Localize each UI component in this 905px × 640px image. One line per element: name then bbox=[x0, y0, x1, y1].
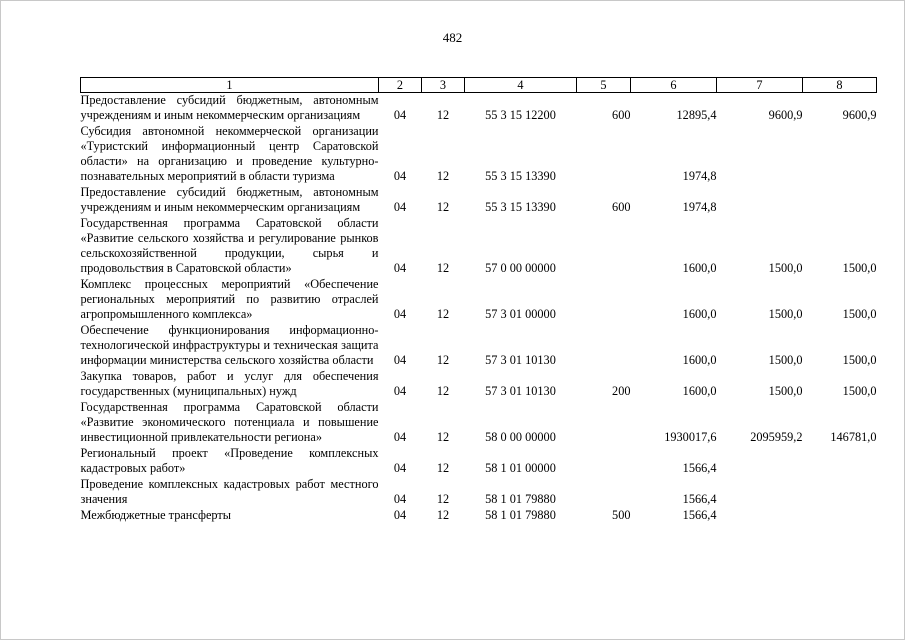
page-number: 482 bbox=[442, 30, 463, 45]
cell-amount-2 bbox=[717, 477, 803, 508]
cell-amount-2 bbox=[717, 446, 803, 477]
column-header: 2 bbox=[379, 78, 422, 93]
cell-subsection: 12 bbox=[436, 492, 450, 506]
cell-section: 04 bbox=[393, 108, 407, 122]
cell-expense-type bbox=[577, 477, 631, 508]
cell-target-code: 58 1 01 79880 bbox=[485, 492, 556, 506]
cell-amount-1: 1930017,6 bbox=[664, 430, 717, 444]
table-row bbox=[81, 477, 877, 508]
table-row bbox=[81, 277, 877, 323]
row-name: Государственная программа Саратовской области «Развитие сельского хозяйства и регулирование рынков сельскохозяйственной продукции, сырья и продовольствия в Саратовской области» bbox=[80, 216, 379, 275]
cell-expense-type bbox=[577, 277, 631, 323]
cell-subsection: 12 bbox=[436, 108, 450, 122]
cell-amount-3 bbox=[803, 477, 877, 508]
row-name: Государственная программа Саратовской области «Развитие экономического потенциала и повышение инвестиционной привлекательности региона» bbox=[80, 400, 379, 444]
cell-expense-type: 500 bbox=[612, 508, 631, 522]
cell-amount-3: 1500,0 bbox=[842, 261, 877, 275]
cell-section: 04 bbox=[393, 200, 407, 214]
cell-section: 04 bbox=[393, 384, 407, 398]
cell-expense-type bbox=[577, 124, 631, 185]
cell-amount-1: 1566,4 bbox=[682, 461, 717, 475]
row-name: Региональный проект «Проведение комплексных кадастровых работ» bbox=[80, 446, 379, 475]
cell-amount-1: 1600,0 bbox=[682, 307, 717, 321]
cell-amount-1: 1600,0 bbox=[682, 384, 717, 398]
row-name: Межбюджетные трансферты bbox=[80, 508, 232, 522]
column-header: 8 bbox=[803, 78, 877, 93]
cell-amount-3 bbox=[803, 446, 877, 477]
cell-amount-2 bbox=[717, 124, 803, 185]
cell-section: 04 bbox=[393, 492, 407, 506]
cell-amount-2: 1500,0 bbox=[768, 307, 803, 321]
cell-amount-2 bbox=[717, 508, 803, 524]
cell-amount-2: 9600,9 bbox=[768, 108, 803, 122]
cell-amount-1: 1566,4 bbox=[682, 508, 717, 522]
cell-section: 04 bbox=[393, 169, 407, 183]
cell-amount-2: 1500,0 bbox=[768, 353, 803, 367]
table-row bbox=[81, 93, 877, 125]
cell-amount-3 bbox=[803, 124, 877, 185]
cell-amount-2 bbox=[717, 185, 803, 216]
cell-target-code: 57 0 00 00000 bbox=[485, 261, 556, 275]
cell-amount-3: 1500,0 bbox=[842, 384, 877, 398]
cell-expense-type bbox=[577, 216, 631, 277]
cell-amount-1: 1974,8 bbox=[682, 200, 717, 214]
cell-subsection: 12 bbox=[436, 461, 450, 475]
row-name: Предоставление субсидий бюджетным, автономным учреждениям и иным некоммерческим организациям bbox=[80, 93, 379, 122]
cell-section: 04 bbox=[393, 508, 407, 522]
row-name: Обеспечение функционирования информационно-технологической инфраструктуры и техническая защита информации министерства сельского хозяйства области bbox=[80, 323, 379, 367]
cell-expense-type: 200 bbox=[612, 384, 631, 398]
budget-table bbox=[80, 77, 877, 524]
table-row bbox=[81, 185, 877, 216]
cell-amount-3: 1500,0 bbox=[842, 353, 877, 367]
cell-expense-type: 600 bbox=[612, 108, 631, 122]
table-row bbox=[81, 124, 877, 185]
column-header: 7 bbox=[717, 78, 803, 93]
cell-subsection: 12 bbox=[436, 169, 450, 183]
table-row bbox=[81, 369, 877, 400]
cell-target-code: 58 1 01 00000 bbox=[485, 461, 556, 475]
table-row bbox=[81, 323, 877, 369]
cell-amount-2: 2095959,2 bbox=[750, 430, 803, 444]
cell-target-code: 57 3 01 10130 bbox=[485, 353, 556, 367]
cell-amount-1: 1600,0 bbox=[682, 261, 717, 275]
row-name: Предоставление субсидий бюджетным, автономным учреждениям и иным некоммерческим организациям bbox=[80, 185, 379, 214]
table-row bbox=[81, 508, 877, 524]
cell-target-code: 55 3 15 12200 bbox=[485, 108, 556, 122]
cell-subsection: 12 bbox=[436, 430, 450, 444]
cell-amount-2: 1500,0 bbox=[768, 384, 803, 398]
cell-section: 04 bbox=[393, 307, 407, 321]
cell-expense-type bbox=[577, 400, 631, 446]
cell-expense-type bbox=[577, 446, 631, 477]
cell-target-code: 55 3 15 13390 bbox=[485, 169, 556, 183]
cell-target-code: 58 1 01 79880 bbox=[485, 508, 556, 522]
cell-section: 04 bbox=[393, 353, 407, 367]
cell-amount-1: 1600,0 bbox=[682, 353, 717, 367]
column-header: 3 bbox=[422, 78, 465, 93]
cell-section: 04 bbox=[393, 461, 407, 475]
cell-subsection: 12 bbox=[436, 261, 450, 275]
column-header: 1 bbox=[81, 78, 379, 93]
cell-amount-3: 1500,0 bbox=[842, 307, 877, 321]
cell-amount-2: 1500,0 bbox=[768, 261, 803, 275]
cell-amount-1: 1974,8 bbox=[682, 169, 717, 183]
cell-expense-type: 600 bbox=[612, 200, 631, 214]
cell-subsection: 12 bbox=[436, 384, 450, 398]
row-name: Субсидия автономной некоммерческой организации «Туристский информационный центр Саратовской области» на организацию и проведение культурно-познавательных мероприятий в области туризма bbox=[80, 124, 379, 183]
column-header: 5 bbox=[577, 78, 631, 93]
row-name: Комплекс процессных мероприятий «Обеспечение региональных мероприятий по развитию отраслей агропромышленного комплекса» bbox=[80, 277, 379, 321]
table-row bbox=[81, 446, 877, 477]
cell-amount-1: 1566,4 bbox=[682, 492, 717, 506]
column-header: 4 bbox=[465, 78, 577, 93]
cell-subsection: 12 bbox=[436, 200, 450, 214]
cell-target-code: 55 3 15 13390 bbox=[485, 200, 556, 214]
cell-section: 04 bbox=[393, 261, 407, 275]
cell-amount-3: 146781,0 bbox=[830, 430, 877, 444]
cell-section: 04 bbox=[393, 430, 407, 444]
cell-subsection: 12 bbox=[436, 508, 450, 522]
cell-amount-3 bbox=[803, 185, 877, 216]
table-row bbox=[81, 400, 877, 446]
table-row bbox=[81, 216, 877, 277]
cell-target-code: 58 0 00 00000 bbox=[485, 430, 556, 444]
cell-expense-type bbox=[577, 323, 631, 369]
cell-amount-1: 12895,4 bbox=[676, 108, 717, 122]
row-name: Проведение комплексных кадастровых работ местного значения bbox=[80, 477, 379, 506]
header-row bbox=[81, 78, 877, 93]
cell-amount-3: 9600,9 bbox=[842, 108, 877, 122]
cell-subsection: 12 bbox=[436, 307, 450, 321]
column-header: 6 bbox=[631, 78, 717, 93]
cell-subsection: 12 bbox=[436, 353, 450, 367]
cell-amount-3 bbox=[803, 508, 877, 524]
row-name: Закупка товаров, работ и услуг для обеспечения государственных (муниципальных) нужд bbox=[80, 369, 379, 398]
cell-target-code: 57 3 01 00000 bbox=[485, 307, 556, 321]
cell-target-code: 57 3 01 10130 bbox=[485, 384, 556, 398]
